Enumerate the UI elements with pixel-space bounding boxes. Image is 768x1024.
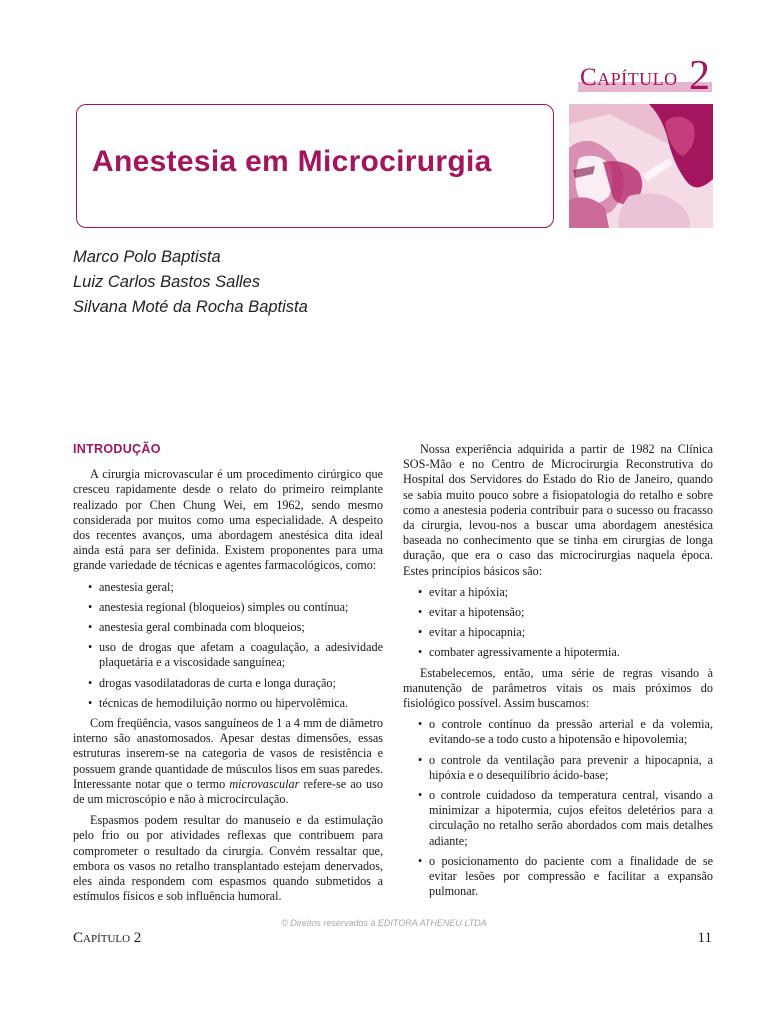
- copyright-notice: © Direitos reservados à EDITORA ATHENEU LTDA: [281, 918, 487, 928]
- list-item: • o controle cuidadoso da temperatura central, visando a minimizar a hipotermia, cujos efeitos deletérios para a circulação no retalho serão abordados com mais detalhes adiante;: [418, 788, 713, 848]
- title-box: [76, 104, 554, 228]
- paragraph: [73, 716, 383, 807]
- paragraph-text: refere-se ao uso de um microscópio e não à microcirculação.: [73, 776, 383, 807]
- bullet-list: [403, 585, 713, 661]
- paragraph: Nossa experiência adquirida a partir de 1982 na Clínica SOS-Mão e no Centro de Microcirurgia Reconstrutiva do Hospital dos Servidores do Estado do Rio de Janeiro, quando se sabia muito pouco sobre a fisiopatologia do retalho e sobre como a anestesia poderia contribuir para o sucesso ou fracasso da cirurgia, levou-nos a buscar uma abordagem anestésica baseada no conhecimento que se tinha em cirurgias de longa duração, que era o caso das microcirurgias naquela época. Estes princípios básicos são:: [403, 442, 713, 578]
- list-item: • uso de drogas que afetam a coagulação, a adesividade plaquetária e a viscosidade sanguínea;: [88, 640, 383, 670]
- surgery-photo-illustration: [569, 104, 713, 228]
- paragraph: Estabelecemos, então, uma série de regras visando à manutenção de parâmetros vitais os mais próximos do fisiológico possível. Assim buscamos:: [403, 665, 713, 711]
- list-item: • anestesia geral combinada com bloqueios;: [88, 620, 305, 635]
- list-item-text: o controle contínuo da pressão arterial e da volemia, evitando-se a todo custo a hipotensão e hipovolemia;: [429, 717, 713, 747]
- list-item: • o controle contínuo da pressão arterial e da volemia, evitando-se a todo custo a hipotensão e hipovolemia;: [418, 717, 713, 747]
- list-item: • anestesia geral;: [88, 579, 174, 594]
- chapter-photo: [569, 104, 713, 228]
- emphasis-text: microvascular: [229, 776, 300, 791]
- footer-chapter: Capítulo 2: [73, 930, 142, 946]
- list-item: • o controle da ventilação para prevenir a hipocapnia, a hipóxia e o desequilíbrio ácido-base;: [418, 752, 713, 782]
- list-item-text: o controle cuidadoso da temperatura central, visando a minimizar a hipotermia, cujos efeitos deletérios para a circulação no retalho serão abordados com mais detalhes adiante;: [429, 788, 713, 848]
- list-item-text: combater agressivamente a hipotermia.: [429, 645, 620, 660]
- list-item-text: uso de drogas que afetam a coagulação, a adesividade plaquetária e a viscosidade sanguínea;: [99, 640, 383, 670]
- chapter-title: Anestesia em Microcirurgia: [92, 145, 492, 178]
- right-column: [403, 442, 713, 904]
- paragraph: Espasmos podem resultar do manuseio e da estimulação pelo frio ou por atividades reflexas que contribuem para comprometer o resultado da cirurgia. Convém ressaltar que, embora os vasos no retalho transplantado estejam denervados, eles ainda respondem com espasmos quando submetidos a estímulos físicos e sob influência humoral.: [73, 813, 383, 904]
- chapter-word: Capítulo: [580, 64, 678, 91]
- paragraph: A cirurgia microvascular é um procedimento cirúrgico que cresceu rapidamente desde o relato do primeiro reimplante realizado por Chen Chung Wei, em 1962, sendo mesmo considerada por muitos como uma especialidade. A despeito dos recentes avanços, uma abordagem anestésica dita ideal ainda está para ser definida. Existem proponentes para uma grande variedade de técnicas e agentes farmacológicos, como:: [73, 467, 383, 573]
- paragraph-text: Com freqüência, vasos sanguíneos de 1 a 4 mm de diâmetro interno são anastomosados. Apesar destas dimensões, essas estruturas inserem-se na categoria de vasos de resistência e possuem grande quantidade de músculos lisos em suas paredes. Interessante notar que o termo: [73, 716, 383, 791]
- author-name: Marco Polo Baptista: [73, 248, 221, 266]
- list-item-text: anestesia geral combinada com bloqueios;: [99, 620, 305, 635]
- author-name: Luiz Carlos Bastos Salles: [73, 273, 261, 291]
- list-item: • evitar a hipocapnia;: [418, 625, 526, 640]
- list-item-text: evitar a hipotensão;: [429, 605, 525, 620]
- bullet-list: [403, 717, 713, 899]
- list-item: • técnicas de hemodiluição normo ou hipervolêmica.: [88, 695, 349, 710]
- list-item-text: evitar a hipóxia;: [429, 584, 509, 599]
- list-item-text: técnicas de hemodiluição normo ou hipervolêmica.: [99, 695, 349, 710]
- list-item-text: o posicionamento do paciente com a finalidade de se evitar lesões por compressão e facilitar a expansão pulmonar.: [429, 853, 713, 899]
- chapter-header: [578, 53, 712, 99]
- list-item-text: o controle da ventilação para prevenir a hipocapnia, a hipóxia e o desequilíbrio ácido-base;: [429, 752, 713, 782]
- list-item-text: anestesia geral;: [99, 579, 174, 594]
- list-item-text: drogas vasodilatadoras de curta e longa duração;: [99, 675, 336, 690]
- list-item: • combater agressivamente a hipotermia.: [418, 645, 620, 660]
- list-item: • drogas vasodilatadoras de curta e longa duração;: [88, 675, 336, 690]
- chapter-number: 2: [689, 53, 710, 99]
- bullet-list: [73, 580, 383, 711]
- left-column: [73, 442, 383, 910]
- list-item: • anestesia regional (bloqueios) simples ou contínua;: [88, 599, 349, 614]
- list-item-text: anestesia regional (bloqueios) simples ou contínua;: [99, 599, 349, 614]
- page-number: 11: [697, 930, 712, 946]
- list-item-text: evitar a hipocapnia;: [429, 625, 526, 640]
- list-item: • o posicionamento do paciente com a finalidade de se evitar lesões por compressão e facilitar a expansão pulmonar.: [418, 853, 713, 899]
- section-heading: INTRODUÇÃO: [73, 442, 161, 456]
- list-item: • evitar a hipotensão;: [418, 605, 525, 620]
- author-list: [73, 245, 308, 320]
- author-name: Silvana Moté da Rocha Baptista: [73, 298, 308, 316]
- list-item: • evitar a hipóxia;: [418, 584, 509, 599]
